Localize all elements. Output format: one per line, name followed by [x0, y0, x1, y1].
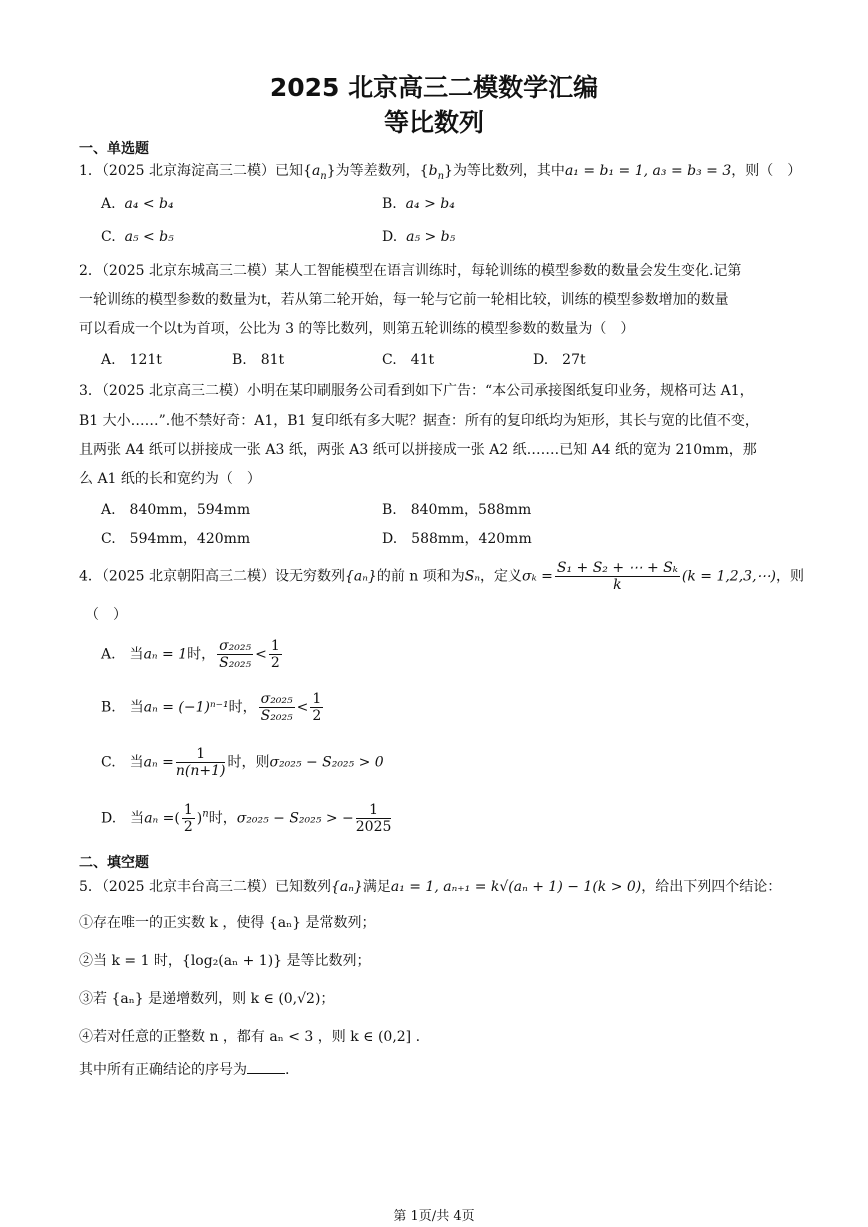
- math-expression: a₁ = 1, aₙ₊₁ = k√(aₙ + 1) − 1(k > 0): [390, 879, 642, 895]
- option-letter: C.: [101, 229, 116, 245]
- fraction-numerator: 1: [183, 802, 193, 818]
- fraction-denominator: n(n+1): [175, 763, 226, 779]
- option-math: aₙ = 1: [143, 646, 188, 663]
- page-subtitle: 等比数列: [383, 108, 484, 137]
- question-source: （2025 北京海淀高三二模）: [101, 163, 276, 179]
- stem-text: ，给出下列四个结论：: [641, 879, 782, 895]
- option-letter: B.: [382, 196, 397, 212]
- fraction: [182, 802, 195, 835]
- stem-text: 满足: [362, 879, 391, 895]
- stem-text: 为等比数列，其中: [452, 163, 565, 179]
- math-expression: {aₙ}: [331, 879, 363, 895]
- option-math: a₅ < b₅: [124, 229, 174, 245]
- option-math: <: [296, 699, 309, 716]
- fraction-denominator: S₂₀₂₅: [260, 708, 293, 724]
- option-text: A. 当: [101, 646, 144, 663]
- question-3-line: B1 大小……”.他不禁好奇：A1，B1 复印纸有多大呢？据查：所有的复印纸均为矩形，其长与宽的比值不变，: [79, 413, 759, 429]
- option-text: 时，: [228, 699, 257, 716]
- math-expression: (k = 1,2,3,⋯): [681, 568, 776, 585]
- fraction: [176, 746, 226, 779]
- question-1-stem: 1．（2025 北京海淀高三二模）已知$\{a_n\}$为等差数列，$\{b_n\}$为等比数列，其中a₁ = b₁ = 1, a₃ = b₃ = 3，则（ ）: [79, 163, 802, 182]
- stem-text: ，定义: [480, 568, 523, 585]
- answer-prompt: 其中所有正确结论的序号为 .: [79, 1062, 290, 1078]
- option-math: aₙ = (−1)ⁿ⁻¹: [143, 699, 229, 716]
- option-math: a₅ > b₅: [406, 229, 456, 245]
- fraction-denominator: k: [613, 577, 622, 593]
- option-text: B. 当: [101, 699, 144, 716]
- fraction-numerator: σ₂₀₂₅: [260, 691, 293, 707]
- option-b[interactable]: B. 81t: [232, 352, 285, 368]
- option-text: 时，则: [227, 754, 270, 771]
- section-heading: 一、单选题: [79, 141, 149, 157]
- option-d[interactable]: D. 588mm，420mm: [382, 531, 532, 547]
- question-4-paren: （ ）: [85, 607, 127, 623]
- option-math: aₙ =: [143, 754, 174, 771]
- fraction-numerator: S₁ + S₂ + ⋯ + Sₖ: [556, 560, 678, 576]
- fraction-numerator: 1: [312, 691, 322, 707]
- question-5-stem: [79, 876, 781, 896]
- option-c[interactable]: C. 594mm，420mm: [101, 531, 251, 547]
- option-c[interactable]: [101, 229, 174, 245]
- stem-text: 5．（2025 北京丰台高三二模）已知数列: [79, 879, 331, 895]
- fraction-numerator: 1: [176, 746, 226, 763]
- stem-text: ，则: [776, 568, 804, 585]
- section-heading: 二、填空题: [79, 855, 149, 871]
- conclusion-1: ①存在唯一的正实数 k ，使得 {aₙ} 是常数列；: [79, 915, 376, 931]
- exponent: n: [202, 808, 209, 820]
- option-text: C. 当: [101, 754, 144, 771]
- fraction: [310, 691, 323, 724]
- fraction-denominator: S₂₀₂₅: [219, 655, 252, 671]
- option-d[interactable]: [382, 229, 455, 245]
- option-b[interactable]: B. 840mm，588mm: [382, 502, 532, 518]
- fraction: [269, 638, 282, 671]
- fraction: [555, 560, 680, 593]
- question-4-stem: [79, 560, 804, 593]
- option-math: aₙ =: [144, 810, 175, 827]
- fraction-denominator: 2: [312, 708, 322, 724]
- question-2-line: 可以看成一个以t为首项，公比为 3 的等比数列，则第五轮训练的模型参数的数量为（ ）: [79, 321, 635, 337]
- fraction-numerator: 1: [356, 802, 392, 819]
- question-2-line: 一轮训练的模型参数的数量为t，若从第二轮开始，每一轮与它前一轮相比较，训练的模型参数增加的数量: [79, 292, 729, 308]
- math-expression: a₁ = b₁ = 1, a₃ = b₃ = 3: [564, 163, 732, 179]
- option-math: σ₂₀₂₅ − S₂₀₂₅ > −: [236, 810, 354, 827]
- stem-text: 4．（2025 北京朝阳高三二模）设无穷数列: [79, 568, 345, 585]
- page-footer: 第 1页/共 4页: [393, 1209, 475, 1224]
- option-math: σ₂₀₂₅ − S₂₀₂₅ > 0: [269, 754, 384, 771]
- option-c[interactable]: C. 41t: [382, 352, 435, 368]
- question-3-line: 么 A1 纸的长和宽约为（ ）: [79, 471, 261, 487]
- fraction-denominator: 2025: [355, 819, 392, 835]
- conclusion-2: ②当 k = 1 时，{log₂(aₙ + 1)} 是等比数列；: [79, 953, 371, 969]
- option-math: a₄ < b₄: [124, 196, 174, 212]
- conclusion-3: ③若 {aₙ} 是递增数列，则 k ∈ (0,√2)；: [79, 991, 335, 1007]
- option-b[interactable]: [101, 691, 325, 724]
- fraction: [259, 691, 295, 724]
- fraction-numerator: σ₂₀₂₅: [219, 638, 252, 654]
- fraction-denominator: 2: [270, 655, 280, 671]
- option-text: D. 当: [101, 810, 145, 827]
- math-expression: {aₙ}: [345, 568, 377, 585]
- option-letter: D.: [382, 229, 398, 245]
- option-a[interactable]: [101, 196, 174, 212]
- option-math: a₄ > b₄: [405, 196, 455, 212]
- option-d[interactable]: D. 当aₙ =( $\frac{1}{2}$ )$^n$时，σ₂₀₂₅ − S₂₀₂₅ > − $\frac{1}{2025}$: [101, 802, 392, 835]
- option-math: <: [255, 646, 267, 663]
- math-expression: σₖ =: [522, 568, 553, 585]
- fraction: [217, 638, 253, 671]
- fraction-numerator: 1: [270, 638, 280, 654]
- option-text: 时，: [208, 810, 237, 827]
- conclusion-4: ④若对任意的正整数 n ，都有 aₙ < 3 ，则 k ∈ (0,2] .: [79, 1029, 421, 1045]
- option-c[interactable]: [101, 746, 384, 779]
- option-b[interactable]: [382, 196, 455, 212]
- question-3-line: 且两张 A4 纸可以拼接成一张 A3 纸，两张 A3 纸可以拼接成一张 A2 纸…….已知 A4 纸的宽为 210mm，那: [79, 442, 757, 458]
- fraction: [356, 802, 392, 835]
- option-a[interactable]: [101, 638, 284, 671]
- page-title: 2025 北京高三二模数学汇编: [269, 73, 599, 102]
- answer-blank[interactable]: [247, 1061, 285, 1074]
- question-2-line: 2．（2025 北京东城高三二模）某人工智能模型在语言训练时，每轮训练的模型参数的数量会发生变化.记第: [79, 263, 742, 279]
- prompt-text: 其中所有正确结论的序号为: [79, 1062, 247, 1078]
- stem-text: 已知: [275, 163, 304, 179]
- stem-text: ，则（ ）: [731, 163, 802, 179]
- math-expression: Sₙ: [464, 568, 481, 585]
- option-letter: A.: [101, 196, 116, 212]
- stem-text: 的前 n 项和为: [376, 568, 465, 585]
- question-3-line: 3．（2025 北京高三二模）小明在某印刷服务公司看到如下广告：“本公司承接图纸复印业务，规格可达 A1，: [79, 383, 754, 399]
- option-a[interactable]: A. 121t: [101, 352, 162, 368]
- stem-text: 为等差数列，: [335, 163, 420, 179]
- option-d[interactable]: D. 27t: [533, 352, 586, 368]
- option-text: 时，: [187, 646, 216, 663]
- fraction-denominator: 2: [183, 819, 193, 835]
- option-a[interactable]: A. 840mm，594mm: [101, 502, 251, 518]
- question-number: 1．: [79, 163, 102, 179]
